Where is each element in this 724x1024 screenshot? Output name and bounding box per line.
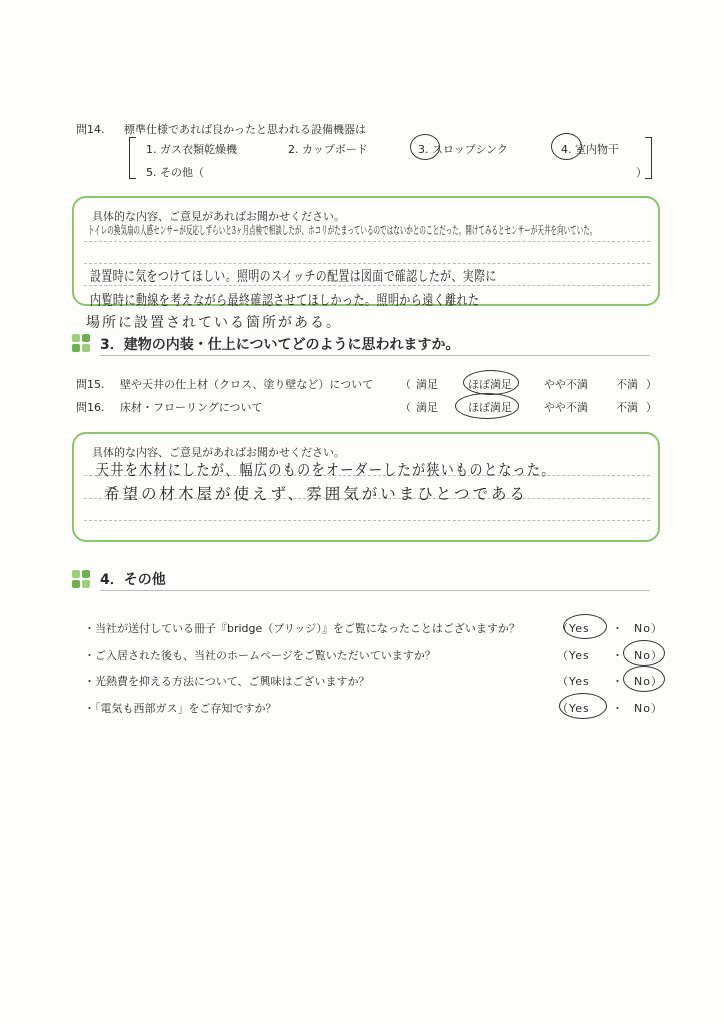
seibu-gas-yes-option[interactable]: （Yes [557, 702, 590, 715]
selection-circle-bridge-yes [563, 614, 607, 639]
question-bridge-booklet: ・当社が送付している冊子『bridge（ブリッジ）』をご覧になったことはございますか？ [84, 622, 520, 635]
q16-option-dissatisfied[interactable]: 不満 [616, 401, 638, 414]
question-homepage: ・ご入居された後も、当社のホームページをご覧いただいていますか？ [84, 649, 436, 662]
comment-box-1-label: 具体的な内容、ご意見があればお聞かせください。 [92, 210, 345, 223]
q15-option-dissatisfied[interactable]: 不満 [616, 378, 638, 391]
ruled-line [84, 241, 650, 242]
q14-label: 問14. [76, 123, 105, 136]
homepage-separator: ・ [612, 649, 624, 662]
section-3-clover-icon [72, 334, 90, 352]
ruled-line [84, 263, 650, 264]
q16-open-paren: （ [400, 401, 411, 414]
section-4-clover-icon [72, 570, 90, 588]
q14-option-5[interactable]: 5. その他（ [146, 166, 204, 179]
utility-yes-option[interactable]: （Yes [557, 675, 590, 688]
seibu-gas-separator: ・ [612, 702, 624, 715]
selection-circle-utility-no [623, 666, 665, 692]
comment-box-2-label: 具体的な内容、ご意見があればお聞かせください。 [92, 446, 345, 459]
utility-no-option[interactable]: No） [634, 675, 663, 688]
q14-question: 標準仕様であれば良かったと思われる設備機器は [124, 123, 366, 136]
q16-question: 床材・フローリングについて [120, 401, 263, 414]
question-utility-cost: ・光熱費を抑える方法について、ご興味はございますか？ [84, 675, 370, 688]
q15-close-paren: ） [646, 378, 657, 391]
q14-option-2[interactable]: 2. カップボード [288, 143, 368, 156]
ruled-line [84, 520, 650, 521]
selection-circle-option-4 [551, 133, 582, 160]
handwritten-comment-line: トイレの換気扇の人感センサーが反応しずらいと3ヶ月点検で相談したが、ホコリがたまっているのではないかとのことだった。開けてみるとセンサーが天井を向いていた。 [88, 223, 597, 237]
q16-option-slightly-dissatisfied[interactable]: やや不満 [544, 401, 588, 414]
seibu-gas-no-option[interactable]: No） [634, 702, 663, 715]
q16-close-paren: ） [646, 401, 657, 414]
selection-circle-q15 [463, 370, 519, 395]
q16-label: 問16. [76, 401, 105, 414]
bridge-separator: ・ [612, 622, 624, 635]
q16-option-mostly-satisfied[interactable]: ほぼ満足 [468, 401, 512, 414]
utility-separator: ・ [612, 675, 624, 688]
bridge-yes-option[interactable]: （Yes [557, 622, 590, 635]
q14-option-5-close: ） [636, 166, 647, 179]
handwritten-comment-line: 天井を木材にしたが、幅広のものをオーダーしたが狭いものとなった。 [96, 461, 556, 479]
handwritten-comment-line: 設置時に気をつけてほしい。照明のスイッチの配置は図面で確認したが、実際に [90, 269, 497, 285]
section-3-rule [100, 355, 650, 356]
selection-circle-q16 [455, 393, 519, 419]
q14-option-3[interactable]: 3. スロップシンク [418, 143, 508, 156]
section-4-title: 4．その他 [100, 572, 166, 588]
handwritten-comment-line: 場所に設置されている箇所がある。 [86, 315, 342, 331]
q15-question: 壁や天井の仕上材（クロス、塗り壁など）について [120, 378, 374, 391]
q14-option-1[interactable]: 1. ガス衣類乾燥機 [146, 143, 237, 156]
handwritten-comment-line: 希望の材木屋が使えず、雰囲気がいまひとつである [104, 485, 528, 503]
q15-option-mostly-satisfied[interactable]: ほぼ満足 [468, 378, 512, 391]
bridge-no-option[interactable]: No） [634, 622, 663, 635]
selection-circle-option-3 [410, 134, 440, 160]
q15-label: 問15. [76, 378, 105, 391]
section-4-rule [100, 590, 650, 591]
q15-option-slightly-dissatisfied[interactable]: やや不満 [544, 378, 588, 391]
section-3-title: 3．建物の内装・仕上についてどのように思われますか。 [100, 337, 460, 353]
selection-circle-seibu-gas-yes [559, 693, 607, 719]
homepage-yes-option[interactable]: （Yes [557, 649, 590, 662]
question-seibu-gas: ・「電気も西部ガス」をご存知ですか？ [84, 702, 277, 715]
q16-option-satisfied[interactable]: 満足 [416, 401, 438, 414]
q15-option-satisfied[interactable]: 満足 [416, 378, 438, 391]
q14-bracket-left [129, 137, 136, 179]
q14-option-4[interactable]: 4. 室内物干 [561, 143, 619, 156]
handwritten-comment-line: 内覧時に動線を考えながら最終確認させてほしかった。照明から遠く離れた [90, 293, 480, 309]
selection-circle-homepage-no [623, 640, 665, 666]
q15-open-paren: （ [400, 378, 411, 391]
homepage-no-option[interactable]: No） [634, 649, 663, 662]
